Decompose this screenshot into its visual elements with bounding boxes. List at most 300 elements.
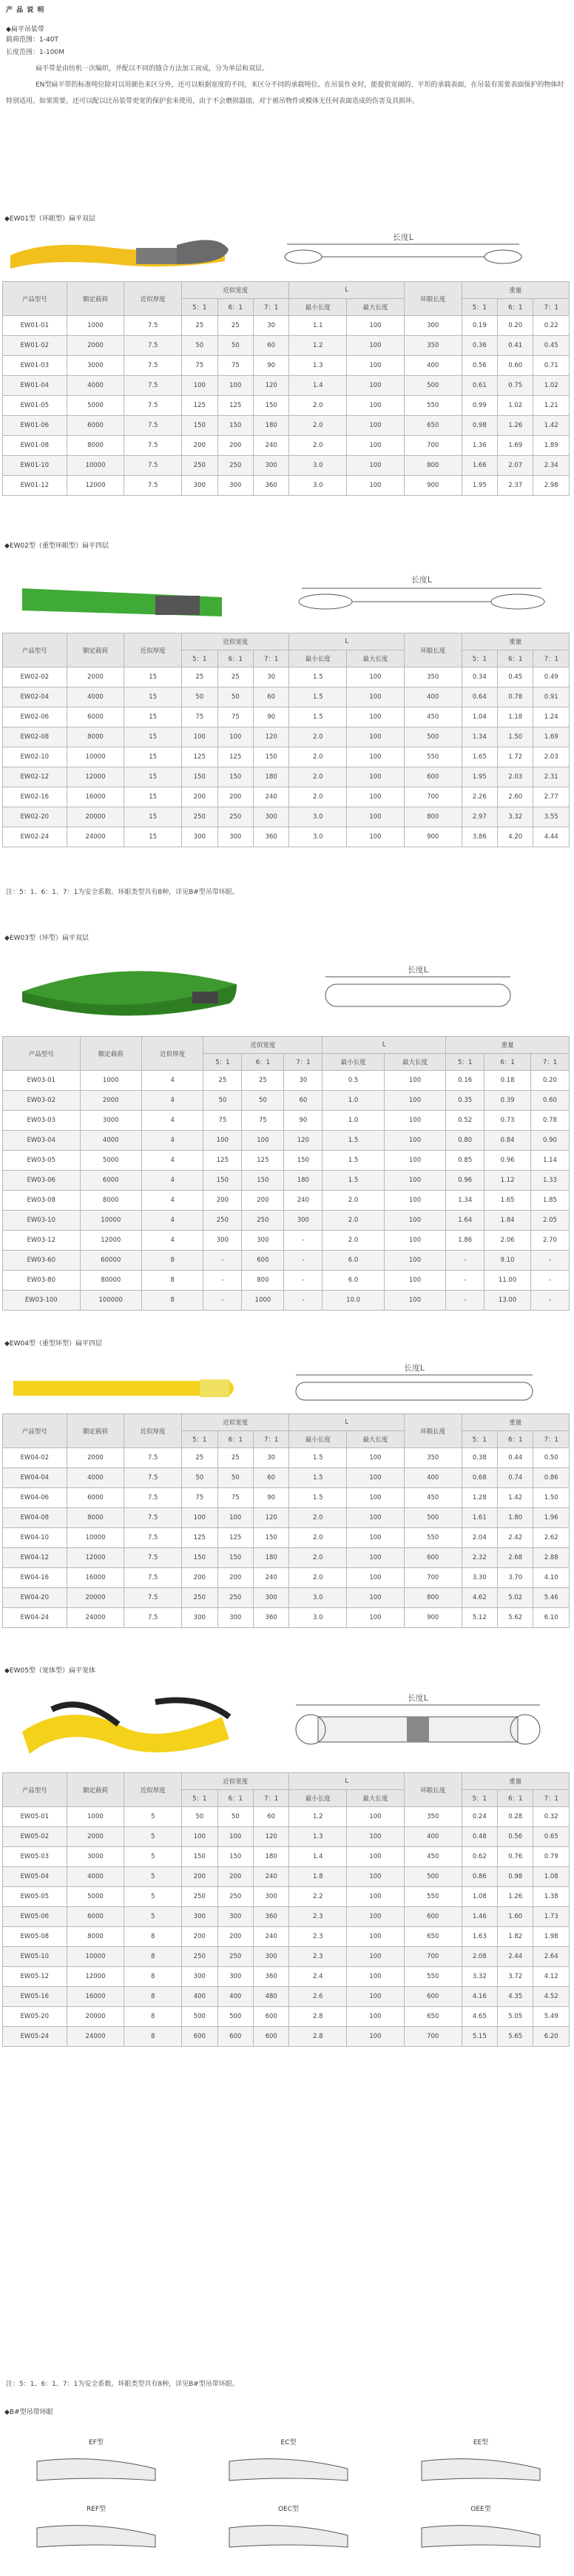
table-cell: 50 bbox=[182, 687, 217, 707]
table-cell: 11.00 bbox=[484, 1271, 531, 1291]
table-row bbox=[3, 356, 570, 376]
table-cell: 10000 bbox=[67, 456, 124, 476]
table-cell: 100 bbox=[347, 1508, 405, 1528]
table-cell: 125 bbox=[217, 396, 253, 416]
table-cell: 150 bbox=[242, 1171, 284, 1191]
table-cell: 1.5 bbox=[289, 667, 347, 687]
table-cell: 0.52 bbox=[446, 1111, 484, 1131]
table-cell: 180 bbox=[253, 1847, 288, 1867]
col-header-min-length: 最小长度 bbox=[289, 650, 347, 667]
table-cell: 5 bbox=[124, 1827, 182, 1847]
table-cell: 700 bbox=[404, 787, 462, 807]
table-cell: 0.5 bbox=[323, 1071, 384, 1091]
table-cell: 30 bbox=[253, 316, 288, 336]
col-header-rated-load: 额定载荷 bbox=[67, 633, 124, 667]
table-cell: 800 bbox=[404, 807, 462, 827]
table-cell: 0.84 bbox=[484, 1131, 531, 1151]
table-cell: 1.5 bbox=[323, 1131, 384, 1151]
table-cell: 25 bbox=[217, 1448, 253, 1468]
table-cell: 100000 bbox=[80, 1291, 141, 1311]
table-cell: 5.02 bbox=[498, 1588, 533, 1608]
length-label: 长度L bbox=[407, 1693, 429, 1703]
table-cell: 350 bbox=[404, 336, 462, 356]
spec-table-ew05 bbox=[2, 1772, 570, 2047]
table-cell: 12000 bbox=[80, 1231, 141, 1251]
table-cell: 7.5 bbox=[124, 1468, 182, 1488]
table-cell: 0.91 bbox=[533, 687, 570, 707]
table-cell: 15 bbox=[124, 727, 182, 747]
col-header-rated-load: 额定载荷 bbox=[67, 1773, 124, 1807]
ew04-sling-image bbox=[7, 1362, 244, 1406]
table-row bbox=[3, 1548, 570, 1568]
table-cell: 1.2 bbox=[289, 336, 347, 356]
table-cell: EW01-03 bbox=[3, 356, 67, 376]
table-cell: 0.41 bbox=[498, 336, 533, 356]
col-header-ratio: 6：1 bbox=[498, 299, 533, 316]
table-cell: EW04-02 bbox=[3, 1448, 67, 1468]
table-cell: 360 bbox=[253, 1608, 288, 1628]
table-row bbox=[3, 1468, 570, 1488]
table-cell: 20000 bbox=[67, 807, 124, 827]
table-cell: 150 bbox=[182, 416, 217, 436]
table-cell: 200 bbox=[182, 436, 217, 456]
table-cell: 2000 bbox=[67, 1827, 124, 1847]
col-header-thickness: 近似厚度 bbox=[124, 1414, 182, 1448]
table-cell: 240 bbox=[253, 1867, 288, 1887]
table-cell: 240 bbox=[253, 1927, 288, 1947]
table-cell: 2.03 bbox=[533, 747, 570, 767]
col-header-ratio: 6：1 bbox=[484, 1054, 531, 1071]
table-cell: 1.2 bbox=[289, 1807, 347, 1827]
table-cell: EW01-04 bbox=[3, 376, 67, 396]
col-header-min-length: 最小长度 bbox=[289, 1790, 347, 1807]
table-row bbox=[3, 687, 570, 707]
section-title-ew02: ◆EW02型（重型环眼型）扁平四层 bbox=[4, 542, 109, 550]
ee-eye-icon bbox=[407, 2446, 555, 2491]
table-cell: 100 bbox=[347, 787, 405, 807]
table-cell: 75 bbox=[182, 1488, 217, 1508]
table-cell: 1.1 bbox=[289, 316, 347, 336]
table-cell: 2.26 bbox=[462, 787, 497, 807]
table-cell: 20000 bbox=[67, 1588, 124, 1608]
table-cell: 200 bbox=[217, 436, 253, 456]
table-row bbox=[3, 316, 570, 336]
table-cell: 360 bbox=[253, 1907, 288, 1927]
col-header-max-length: 最大长度 bbox=[347, 1790, 405, 1807]
table-cell: 2.37 bbox=[498, 476, 533, 496]
table-cell: 0.22 bbox=[533, 316, 570, 336]
table-cell: EW02-12 bbox=[3, 767, 67, 787]
table-cell: 5000 bbox=[67, 396, 124, 416]
table-cell: - bbox=[203, 1251, 242, 1271]
table-cell: 2.31 bbox=[533, 767, 570, 787]
table-cell: 100 bbox=[347, 476, 405, 496]
table-cell: 2.97 bbox=[462, 807, 497, 827]
table-cell: 200 bbox=[217, 1927, 253, 1947]
table-cell: 1.38 bbox=[533, 1887, 570, 1907]
col-header-ratio: 6：1 bbox=[217, 299, 253, 316]
type-label-ec: EC型 bbox=[280, 2439, 297, 2446]
col-header-model: 产品型号 bbox=[3, 1773, 67, 1807]
table-cell: 4000 bbox=[67, 376, 124, 396]
table-cell: 2.3 bbox=[289, 1947, 347, 1967]
table-cell: 100 bbox=[347, 1847, 405, 1867]
table-cell: 8 bbox=[141, 1291, 203, 1311]
table-cell: 100 bbox=[347, 1488, 405, 1508]
table-cell: 6.0 bbox=[323, 1251, 384, 1271]
table-cell: 1.66 bbox=[462, 456, 497, 476]
col-header-min-length: 最小长度 bbox=[323, 1054, 384, 1071]
table-cell: 75 bbox=[242, 1111, 284, 1131]
table-cell: 1.84 bbox=[484, 1211, 531, 1231]
table-cell: 24000 bbox=[67, 2027, 124, 2047]
table-cell: 50 bbox=[217, 1807, 253, 1827]
table-cell: 180 bbox=[253, 767, 288, 787]
table-cell: 4.16 bbox=[462, 1987, 497, 2007]
table-cell: 0.79 bbox=[533, 1847, 570, 1867]
table-cell: 12000 bbox=[67, 476, 124, 496]
note-ew05: 注：5：1、6：1、7：1为安全系数。环眼类型共有8种，详见B#型吊带环眼。 bbox=[6, 2381, 239, 2388]
table-cell: 100 bbox=[347, 1867, 405, 1887]
table-cell: 100 bbox=[347, 316, 405, 336]
table-cell: 75 bbox=[217, 1488, 253, 1508]
table-cell: 450 bbox=[404, 707, 462, 727]
table-cell: 100 bbox=[203, 1131, 242, 1151]
table-cell: 1.33 bbox=[530, 1171, 569, 1191]
table-cell: 4 bbox=[141, 1231, 203, 1251]
table-cell: 4.44 bbox=[533, 827, 570, 847]
table-cell: EW03-02 bbox=[3, 1091, 81, 1111]
ew01-length-diagram bbox=[281, 231, 525, 275]
table-cell: 3.0 bbox=[289, 456, 347, 476]
table-cell: 1.08 bbox=[462, 1887, 497, 1907]
table-cell: 1.5 bbox=[289, 1448, 347, 1468]
table-cell: 25 bbox=[182, 667, 217, 687]
table-cell: 100 bbox=[347, 1907, 405, 1927]
type-label-oee: OEE型 bbox=[470, 2506, 491, 2513]
table-cell: 1.5 bbox=[323, 1171, 384, 1191]
oec-eye-icon bbox=[215, 2513, 362, 2557]
table-cell: 2.0 bbox=[289, 727, 347, 747]
table-cell: 500 bbox=[404, 1867, 462, 1887]
table-cell: EW03-10 bbox=[3, 1211, 81, 1231]
table-cell: 25 bbox=[217, 667, 253, 687]
table-cell: 900 bbox=[404, 1608, 462, 1628]
table-cell: 200 bbox=[242, 1191, 284, 1211]
table-cell: 0.16 bbox=[446, 1071, 484, 1091]
table-cell: 450 bbox=[404, 1847, 462, 1867]
table-cell: 150 bbox=[253, 747, 288, 767]
col-header-thickness: 近似厚度 bbox=[124, 633, 182, 667]
table-cell: 300 bbox=[182, 827, 217, 847]
col-header-width: 近似宽度 bbox=[182, 1414, 289, 1431]
table-cell: - bbox=[284, 1291, 323, 1311]
table-cell: 1.95 bbox=[462, 476, 497, 496]
col-header-ratio: 6：1 bbox=[217, 1431, 253, 1448]
table-cell: EW01-10 bbox=[3, 456, 67, 476]
table-cell: 300 bbox=[182, 1907, 217, 1927]
col-header-rated-load: 额定载荷 bbox=[67, 1414, 124, 1448]
col-header-max-length: 最大长度 bbox=[347, 1431, 405, 1448]
table-cell: EW04-06 bbox=[3, 1488, 67, 1508]
table-cell: 2.06 bbox=[484, 1231, 531, 1251]
col-header-width: 近似宽度 bbox=[182, 633, 289, 650]
table-cell: 80000 bbox=[80, 1271, 141, 1291]
table-cell: EW05-03 bbox=[3, 1847, 67, 1867]
table-cell: 8 bbox=[124, 1947, 182, 1967]
table-row bbox=[3, 1887, 570, 1907]
col-header-ratio: 7：1 bbox=[533, 299, 570, 316]
table-cell: 6.0 bbox=[323, 1271, 384, 1291]
table-cell: 3.70 bbox=[498, 1568, 533, 1588]
table-cell: 650 bbox=[404, 2007, 462, 2027]
table-row bbox=[3, 1967, 570, 1987]
table-cell: 100 bbox=[217, 1827, 253, 1847]
table-cell: 1.61 bbox=[462, 1508, 497, 1528]
table-cell: 6.20 bbox=[533, 2027, 570, 2047]
table-cell: 240 bbox=[253, 1568, 288, 1588]
table-cell: 550 bbox=[404, 396, 462, 416]
table-cell: 2.0 bbox=[289, 1548, 347, 1568]
table-cell: 250 bbox=[217, 456, 253, 476]
col-header-loop-length: 环眼长度 bbox=[404, 1773, 462, 1807]
length-label: 长度L bbox=[411, 575, 433, 585]
table-cell: 550 bbox=[404, 1528, 462, 1548]
table-cell: 1.34 bbox=[462, 727, 497, 747]
col-header-ratio: 6：1 bbox=[498, 650, 533, 667]
table-cell: EW03-60 bbox=[3, 1251, 81, 1271]
table-cell: 100 bbox=[384, 1191, 445, 1211]
table-cell: 300 bbox=[217, 1608, 253, 1628]
table-cell: 100 bbox=[347, 747, 405, 767]
table-cell: 100 bbox=[347, 1608, 405, 1628]
col-header-weight: 重量 bbox=[462, 1773, 569, 1790]
table-cell: 2.07 bbox=[498, 456, 533, 476]
table-row bbox=[3, 1807, 570, 1827]
table-cell: 2.0 bbox=[323, 1191, 384, 1211]
table-cell: 5.46 bbox=[533, 1588, 570, 1608]
table-cell: 0.73 bbox=[484, 1111, 531, 1131]
table-cell: 2.77 bbox=[533, 787, 570, 807]
col-header-ratio: 7：1 bbox=[253, 1790, 288, 1807]
table-cell: 1.28 bbox=[462, 1488, 497, 1508]
table-cell: 2.62 bbox=[533, 1528, 570, 1548]
table-cell: 480 bbox=[253, 1987, 288, 2007]
col-header-ratio: 7：1 bbox=[533, 1790, 570, 1807]
table-cell: 0.99 bbox=[462, 396, 497, 416]
table-cell: EW02-08 bbox=[3, 727, 67, 747]
table-cell: 1.04 bbox=[462, 707, 497, 727]
table-cell: 400 bbox=[404, 1468, 462, 1488]
table-cell: 15 bbox=[124, 747, 182, 767]
table-cell: 15 bbox=[124, 687, 182, 707]
table-cell: 4.62 bbox=[462, 1588, 497, 1608]
table-cell: 2.0 bbox=[289, 787, 347, 807]
table-cell: 2.0 bbox=[323, 1231, 384, 1251]
table-cell: 1.96 bbox=[533, 1508, 570, 1528]
table-row bbox=[3, 1251, 570, 1271]
ew05-length-diagram bbox=[288, 1687, 547, 1769]
table-cell: EW05-24 bbox=[3, 2027, 67, 2047]
table-row bbox=[3, 1987, 570, 2007]
table-cell: 75 bbox=[217, 356, 253, 376]
table-cell: 90 bbox=[253, 1488, 288, 1508]
table-cell: 2.05 bbox=[530, 1211, 569, 1231]
table-cell: 100 bbox=[347, 827, 405, 847]
type-oec bbox=[207, 2503, 370, 2560]
table-cell: 250 bbox=[182, 1947, 217, 1967]
table-cell: 20000 bbox=[67, 2007, 124, 2027]
table-row bbox=[3, 2007, 570, 2027]
table-row bbox=[3, 1927, 570, 1947]
table-cell: 2000 bbox=[80, 1091, 141, 1111]
type-oee bbox=[399, 2503, 562, 2560]
table-cell: 0.35 bbox=[446, 1091, 484, 1111]
table-cell: EW05-04 bbox=[3, 1867, 67, 1887]
table-cell: 300 bbox=[217, 827, 253, 847]
table-cell: 200 bbox=[182, 1867, 217, 1887]
table-cell: 1000 bbox=[80, 1071, 141, 1091]
table-cell: 3000 bbox=[67, 356, 124, 376]
type-label-ref: REF型 bbox=[86, 2506, 107, 2513]
table-cell: 0.36 bbox=[462, 336, 497, 356]
table-cell: 250 bbox=[203, 1211, 242, 1231]
table-cell: 4 bbox=[141, 1071, 203, 1091]
table-cell: 600 bbox=[242, 1251, 284, 1271]
table-cell: 100 bbox=[347, 1528, 405, 1548]
table-cell: 7.5 bbox=[124, 456, 182, 476]
length-label: 长度L bbox=[407, 965, 429, 975]
table-cell: 8 bbox=[124, 1927, 182, 1947]
table-cell: 100 bbox=[384, 1171, 445, 1191]
table-cell: 50 bbox=[182, 336, 217, 356]
table-cell: 1.8 bbox=[289, 1867, 347, 1887]
table-row bbox=[3, 1271, 570, 1291]
table-cell: 1.86 bbox=[446, 1231, 484, 1251]
table-cell: - bbox=[446, 1291, 484, 1311]
table-cell: 1.36 bbox=[462, 436, 497, 456]
table-cell: EW02-16 bbox=[3, 787, 67, 807]
table-cell: 120 bbox=[284, 1131, 323, 1151]
table-cell: 800 bbox=[242, 1271, 284, 1291]
table-cell: 100 bbox=[347, 436, 405, 456]
table-cell: 1.14 bbox=[530, 1151, 569, 1171]
table-cell: 0.75 bbox=[498, 376, 533, 396]
page-title: 产 品 说 明 bbox=[6, 7, 45, 14]
table-cell: EW01-05 bbox=[3, 396, 67, 416]
table-row bbox=[3, 1947, 570, 1967]
table-cell: 60 bbox=[253, 336, 288, 356]
table-cell: EW04-20 bbox=[3, 1588, 67, 1608]
table-cell: 250 bbox=[217, 1947, 253, 1967]
table-cell: 700 bbox=[404, 1568, 462, 1588]
table-cell: 3.30 bbox=[462, 1568, 497, 1588]
table-row bbox=[3, 376, 570, 396]
table-cell: 100 bbox=[384, 1271, 445, 1291]
table-cell: 25 bbox=[242, 1071, 284, 1091]
table-cell: 1.73 bbox=[533, 1907, 570, 1927]
table-cell: 25 bbox=[203, 1071, 242, 1091]
table-cell: 4000 bbox=[67, 1468, 124, 1488]
table-cell: 1.95 bbox=[462, 767, 497, 787]
table-cell: 1.46 bbox=[462, 1907, 497, 1927]
table-cell: 3.0 bbox=[289, 1588, 347, 1608]
table-cell: 500 bbox=[404, 376, 462, 396]
table-cell: EW01-08 bbox=[3, 436, 67, 456]
section-title-ew03: ◆EW03型（环型）扁平双层 bbox=[4, 935, 89, 942]
table-cell: 2.0 bbox=[323, 1211, 384, 1231]
table-cell: 300 bbox=[253, 1947, 288, 1967]
table-cell: EW05-02 bbox=[3, 1827, 67, 1847]
col-header-length: L bbox=[289, 1414, 404, 1431]
table-cell: 1.82 bbox=[498, 1927, 533, 1947]
oee-eye-icon bbox=[407, 2513, 555, 2557]
table-cell: 5000 bbox=[80, 1151, 141, 1171]
table-cell: 2.8 bbox=[289, 2007, 347, 2027]
table-cell: 50 bbox=[217, 1468, 253, 1488]
table-cell: 7.5 bbox=[124, 416, 182, 436]
table-cell: 100 bbox=[242, 1131, 284, 1151]
table-cell: 100 bbox=[347, 727, 405, 747]
table-cell: 1.12 bbox=[484, 1171, 531, 1191]
table-cell: 7.5 bbox=[124, 1608, 182, 1628]
table-cell: 100 bbox=[384, 1111, 445, 1131]
table-cell: EW05-08 bbox=[3, 1927, 67, 1947]
table-cell: 2.3 bbox=[289, 1907, 347, 1927]
table-cell: 100 bbox=[347, 1927, 405, 1947]
table-cell: 30 bbox=[253, 1448, 288, 1468]
table-row bbox=[3, 807, 570, 827]
table-cell: 150 bbox=[182, 1548, 217, 1568]
spec-table-ew03 bbox=[2, 1036, 570, 1311]
table-cell: 1.0 bbox=[323, 1091, 384, 1111]
col-header-ratio: 5：1 bbox=[182, 299, 217, 316]
table-row bbox=[3, 1528, 570, 1548]
table-cell: 7.5 bbox=[124, 396, 182, 416]
intro-paragraph-1: 扁平带是由纺机一次编织，并配以不同的缝合方法加工而成，分为单层和双层。 bbox=[36, 65, 269, 73]
table-cell: 8 bbox=[141, 1251, 203, 1271]
table-cell: 0.62 bbox=[462, 1847, 497, 1867]
table-cell: 2.03 bbox=[498, 767, 533, 787]
table-cell: 7.5 bbox=[124, 436, 182, 456]
table-cell: EW05-20 bbox=[3, 2007, 67, 2027]
table-cell: 2.32 bbox=[462, 1548, 497, 1568]
table-cell: 120 bbox=[253, 1508, 288, 1528]
table-row bbox=[3, 1568, 570, 1588]
table-cell: 0.98 bbox=[498, 1867, 533, 1887]
table-cell: 1.65 bbox=[462, 747, 497, 767]
table-cell: 2.88 bbox=[533, 1548, 570, 1568]
col-header-length: L bbox=[289, 633, 404, 650]
table-cell: EW01-06 bbox=[3, 416, 67, 436]
table-cell: 6000 bbox=[67, 1488, 124, 1508]
section-title-ew01: ◆EW01型（环眼型）扁平双层 bbox=[4, 215, 95, 223]
table-cell: 1.89 bbox=[533, 436, 570, 456]
table-cell: 125 bbox=[203, 1151, 242, 1171]
table-cell: 400 bbox=[404, 1827, 462, 1847]
table-cell: EW05-10 bbox=[3, 1947, 67, 1967]
table-cell: 360 bbox=[253, 827, 288, 847]
table-cell: 13.00 bbox=[484, 1291, 531, 1311]
table-row bbox=[3, 1488, 570, 1508]
table-cell: 900 bbox=[404, 476, 462, 496]
col-header-ratio: 7：1 bbox=[253, 1431, 288, 1448]
table-cell: EW03-05 bbox=[3, 1151, 81, 1171]
table-row bbox=[3, 1231, 570, 1251]
table-cell: 0.44 bbox=[498, 1448, 533, 1468]
table-cell: 0.61 bbox=[462, 376, 497, 396]
table-row bbox=[3, 1151, 570, 1171]
